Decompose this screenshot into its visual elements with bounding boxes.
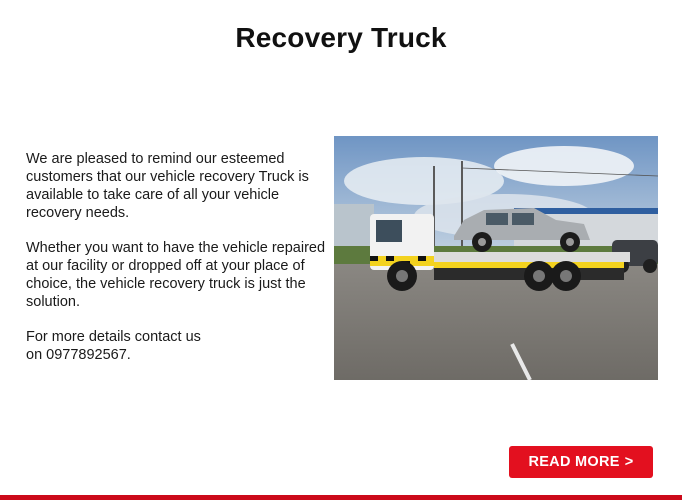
- read-more-label: READ MORE: [528, 454, 620, 470]
- page-title: Recovery Truck: [235, 22, 447, 53]
- chevron-right-icon: >: [624, 454, 634, 470]
- intro-paragraph: We are pleased to remind our esteemed customers that our vehicle recovery Truck is available to take care of all your vehicle recovery needs.: [26, 151, 309, 221]
- read-more-button[interactable]: [509, 446, 653, 478]
- service-paragraph: Whether you want to have the vehicle repaired at our facility or dropped off at your place of choice, the vehicle recovery truck is just the solution.: [26, 240, 326, 310]
- body-copy: [26, 150, 326, 381]
- recovery-truck-photo: [334, 136, 658, 380]
- contact-paragraph: For more details contact us on 0977892567.: [26, 329, 201, 363]
- bottom-accent-bar: [0, 495, 682, 500]
